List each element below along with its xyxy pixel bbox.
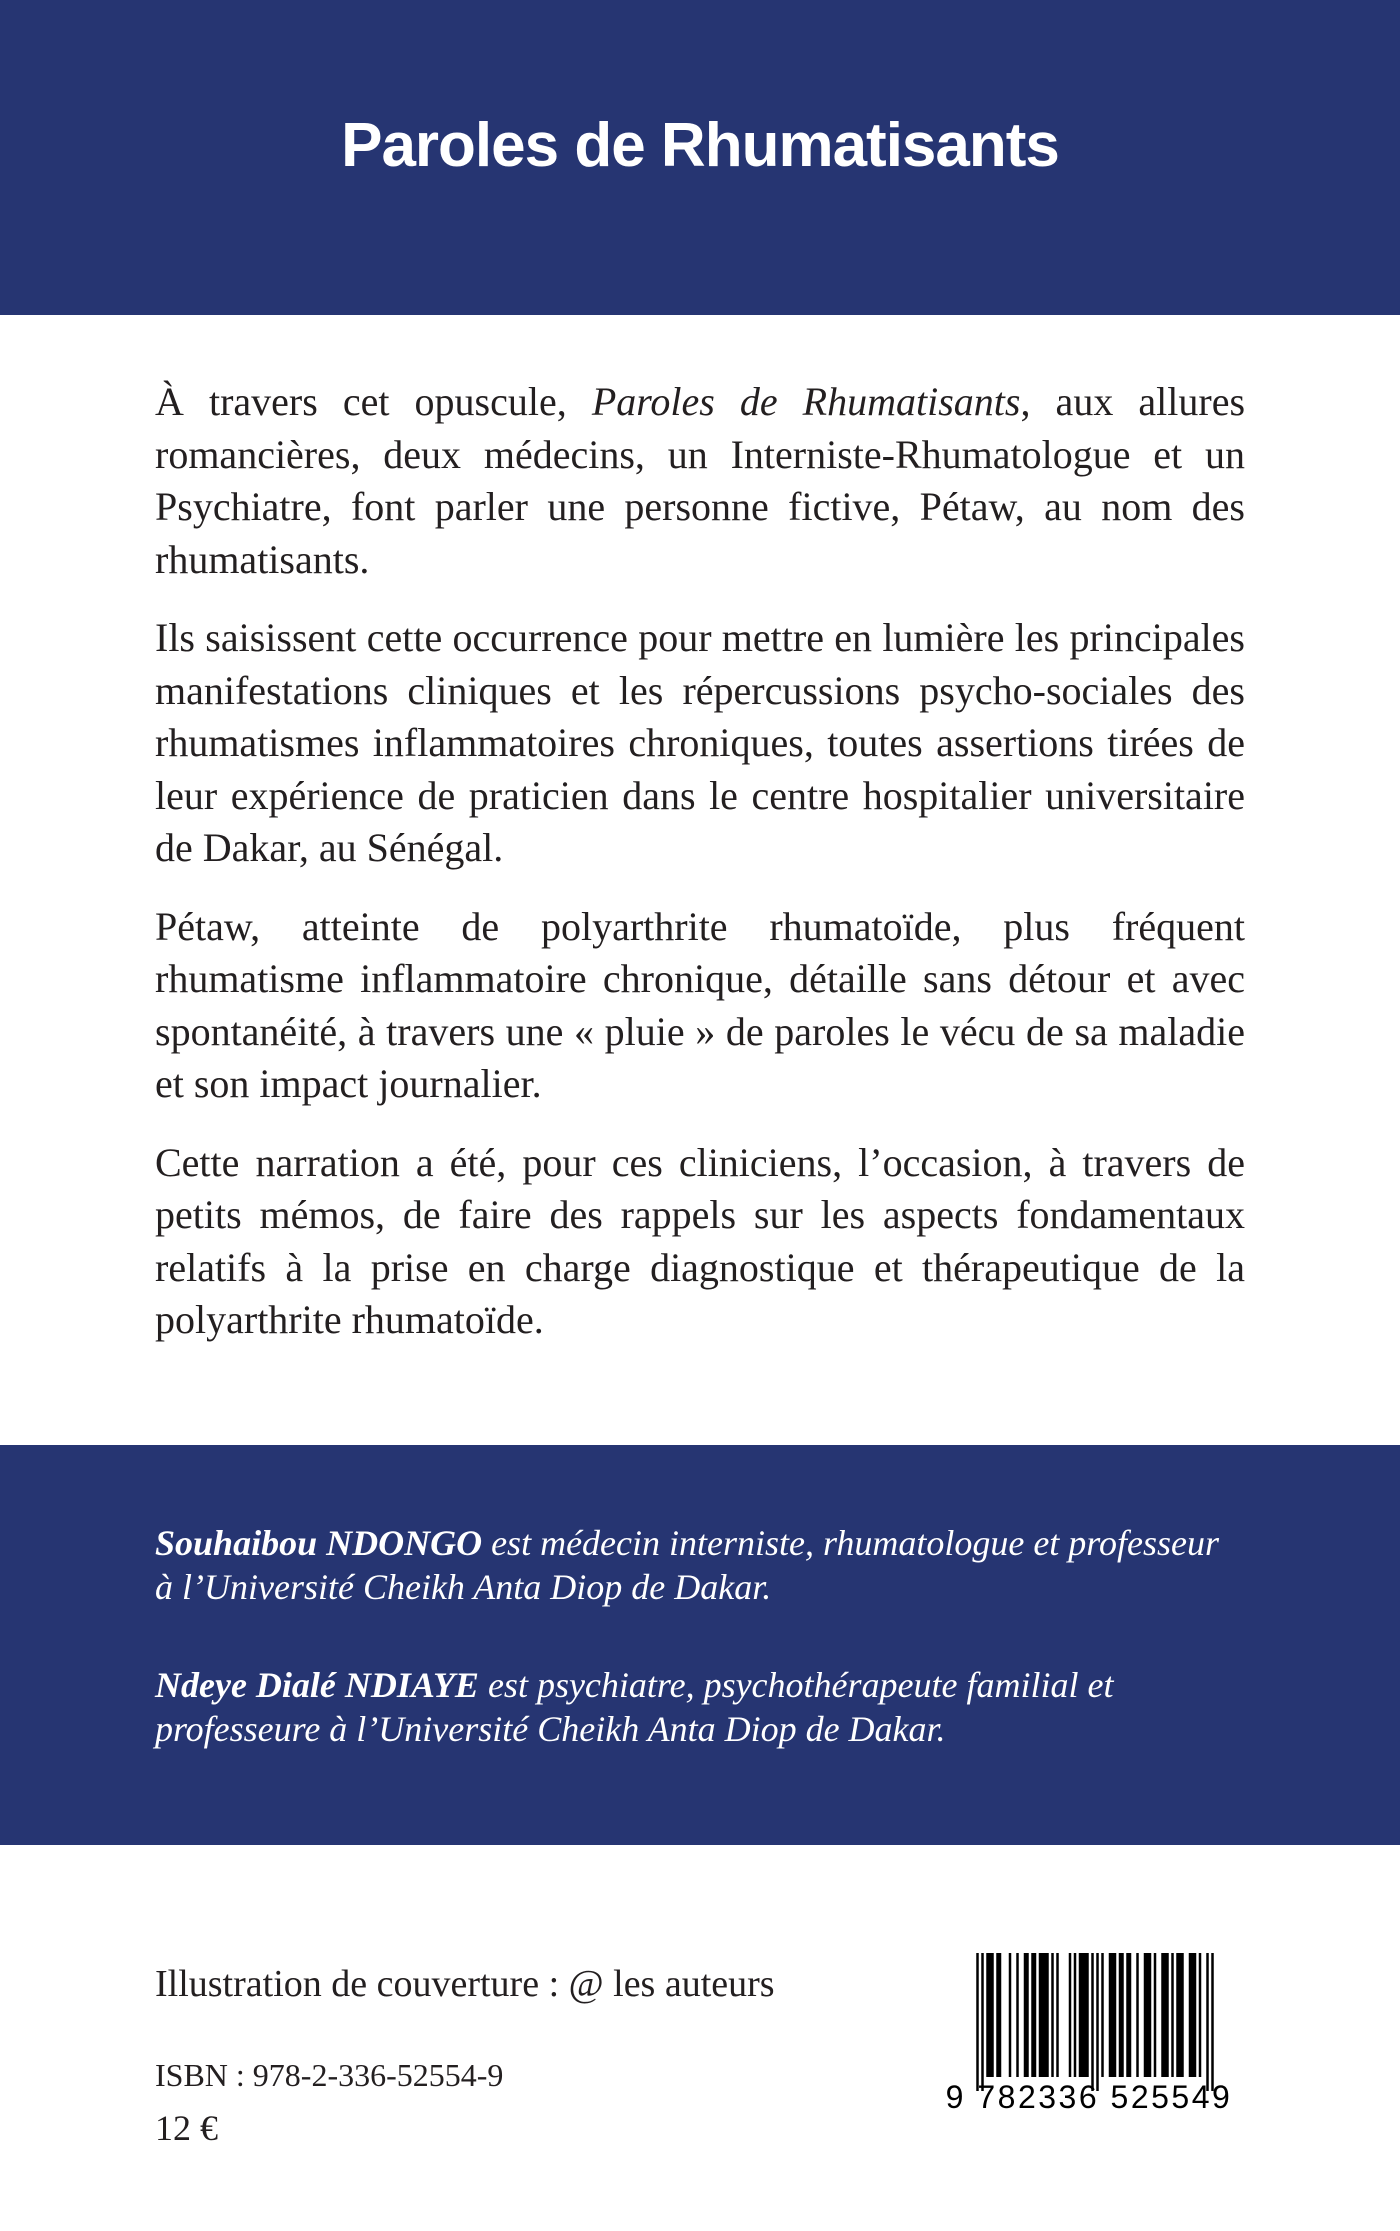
barcode-bar [1189, 1953, 1197, 2077]
barcode-bar [1016, 1953, 1019, 2077]
barcode-bar [1211, 1953, 1214, 2091]
barcode-bars [944, 1947, 1234, 2097]
summary-paragraph-1 [155, 376, 1245, 586]
barcode-bar [1091, 1953, 1094, 2091]
credits [155, 1958, 855, 2152]
barcode-bar [1009, 1953, 1012, 2077]
barcode-bar [986, 1953, 994, 2077]
summary-book-title-italic: Paroles de Rhumatisants [591, 379, 1021, 424]
barcode-bar [1069, 1953, 1072, 2077]
barcode-bar [1056, 1953, 1059, 2077]
barcode [944, 1947, 1234, 2117]
author-bios [155, 1521, 1245, 1805]
barcode-bar [1154, 1953, 1157, 2077]
summary-paragraph-3: Pétaw, atteinte de polyarthrite rhumatoïde, plus fréquent rhumatisme inflammatoire chronique, détaille sans détour et avec spontanéité, à travers une « pluie » de paroles le vécu de sa maladie et son impact journalier. [155, 903, 1245, 1106]
barcode-bar [1096, 1953, 1099, 2091]
summary-paragraph-1-start: À travers cet opuscule, [155, 379, 592, 424]
barcode-bar [1074, 1953, 1077, 2077]
summary-paragraph-4: Cette narration a été, pour ces cliniciens, l’occasion, à travers de petits mémos, de faire des rappels sur les aspects fondamentaux relatifs à la prise en charge diagnostique et thérapeutique de la polyarthrite rhumatoïde. [155, 1139, 1245, 1342]
barcode-bar [1039, 1953, 1049, 2077]
barcode-bar [1126, 1953, 1131, 2077]
barcode-bar [1109, 1953, 1117, 2077]
price: 12 € [155, 2108, 218, 2148]
barcode-bar [981, 1953, 984, 2091]
author-name-1: Souhaibou NDONGO [155, 1523, 483, 1563]
barcode-bar [996, 1953, 1001, 2077]
author-name-2: Ndeye Dialé NDIAYE [155, 1665, 479, 1705]
barcode-bar [1101, 1953, 1104, 2077]
illustration-credit: Illustration de couverture : @ les auteurs [155, 1963, 775, 2005]
isbn: ISBN : 978-2-336-52554-9 [155, 2057, 504, 2093]
barcode-bar [1119, 1953, 1124, 2077]
author-bio-1 [155, 1521, 1245, 1609]
barcode-digits: 9 782336 525549 [945, 2079, 1233, 2115]
title-band [0, 0, 1400, 315]
barcode-bar [1024, 1953, 1029, 2077]
summary-text [155, 376, 1245, 1373]
barcode-bar [1051, 1953, 1054, 2077]
book-title: Paroles de Rhumatisants [341, 111, 1059, 180]
barcode-bar [1199, 1953, 1202, 2077]
barcode-bar [1176, 1953, 1184, 2077]
barcode-bar [976, 1953, 979, 2091]
barcode-bar [1144, 1953, 1152, 2077]
barcode-bar [1031, 1953, 1036, 2077]
barcode-bar [1136, 1953, 1139, 2077]
barcode-bar [1161, 1953, 1169, 2077]
summary-paragraph-1-end: , aux allures romancières, deux médecins, un Interniste-Rhumatologue et un Psychiatre, font parler une personne fictive, Pétaw, au nom des rhumatisants. [155, 379, 1246, 582]
author-bio-text-2: est psychiatre, psychothérapeute familial et professeure à l’Université Cheikh Anta Diop de Dakar. [155, 1665, 1114, 1749]
barcode-bar [1171, 1953, 1174, 2077]
author-bio-2 [155, 1663, 1245, 1751]
author-bio-text-1: est médecin interniste, rhumatologue et professeur à l’Université Cheikh Anta Diop de Dakar. [155, 1523, 1219, 1607]
summary-paragraph-2: Ils saisissent cette occurrence pour mettre en lumière les principales manifestations cliniques et les répercussions psycho-sociales des rhumatismes inflammatoires chroniques, toutes assertions tirées de leur expérience de praticien dans le centre hospitalier universitaire de Dakar, au Sénégal. [155, 615, 1245, 870]
barcode-bar [1079, 1953, 1089, 2077]
barcode-bar [1206, 1953, 1209, 2091]
